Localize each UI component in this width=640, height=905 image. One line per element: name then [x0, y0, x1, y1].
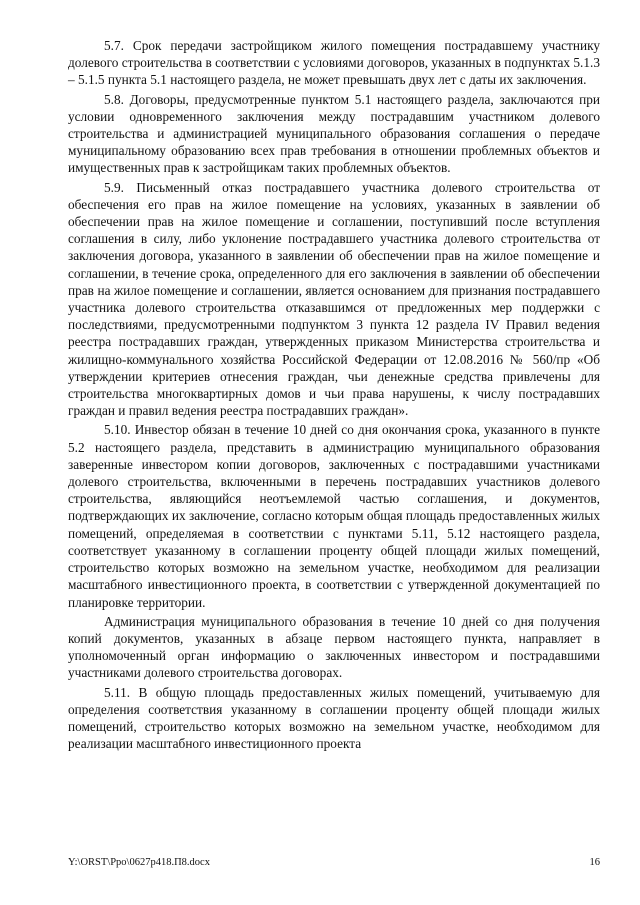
footer-file-path: Y:\ORST\Ppo\0627p418.П8.docx	[68, 857, 210, 868]
page-footer	[68, 857, 600, 868]
document-body	[68, 37, 600, 754]
paragraph-5-7: 5.7. Срок передачи застройщиком жилого помещения пострадавшему участнику долевого строительства в соответствии с условиями договоров, указанных в подпунктах 5.1.3 – 5.1.5 пункта 5.1 настоящего раздела, не может превышать двух лет с даты их заключения.	[68, 38, 600, 88]
paragraph-5-10: 5.10. Инвестор обязан в течение 10 дней со дня окончания срока, указанного в пункте 5.2 настоящего раздела, представить в администрацию муниципального образования заверенные инвестором копии договоров, заключенных с пострадавшими участниками долевого строительства, включенными в перечень пострадавших участников долевого строительства, являющийся неотъемлемой частью соглашения, и документов, подтверждающих их заключение, согласно которым общая площадь предоставленных жилых помещений, определяемая в соответствии с пунктами 5.11, 5.12 настоящего раздела, соответствует указанному в соглашении проценту общей площади жилых помещений, строительство которых возможно на земельном участке, необходимом для реализации масштабного инвестиционного проекта, в соответствии с утвержденной документацией по планировке территории.	[68, 422, 600, 610]
paragraph-5-9: 5.9. Письменный отказ пострадавшего участника долевого строительства от обеспечения его прав на жилое помещение на условиях, указанных в заявлении об обеспечении прав на жилое помещение и соглашении, поступивший после вступления соглашения в силу, либо уклонение пострадавшего участника долевого строительства от заключения договора, указанного в заявлении об обеспечении прав на жилое помещение и соглашении, в течение срока, определенного для его заключения в заявлении об обеспечении прав на жилое помещение и соглашении, является основанием для признания пострадавшего участника долевого строительства отказавшимся от предложенных мер поддержки с последствиями, предусмотренными подпунктом 3 пункта 12 раздела IV Правил ведения реестра пострадавших граждан, утвержденных приказом Министерства строительства и жилищно-коммунального хозяйства Российской Федерации от 12.08.2016 № 560/пр «Об утверждении критериев отнесения граждан, чьи денежные средства привлечены для строительства многоквартирных домов и чьи права нарушены, к числу пострадавших граждан и правил ведения реестра пострадавших граждан».	[68, 179, 600, 419]
paragraph-5-10-second: Администрация муниципального образования в течение 10 дней со дня получения копий документов, указанных в абзаце первом настоящего пункта, направляет в уполномоченный орган информацию о заключенных инвестором и пострадавшими участниками долевого строительства договорах.	[68, 613, 600, 681]
page-number: 16	[589, 857, 600, 868]
paragraph-5-8: 5.8. Договоры, предусмотренные пунктом 5.1 настоящего раздела, заключаются при условии одновременного заключения между пострадавшим участником долевого строительства и администрацией муниципального образования соглашения о передаче муниципальному образованию всех прав требования в отношении проблемных объектов и имущественных прав к застройщикам таких проблемных объектов.	[68, 91, 600, 176]
paragraph-5-11: 5.11. В общую площадь предоставленных жилых помещений, учитываемую для определения соответствия указанному в соглашении проценту общей площади жилых помещений, строительство которых возможно на земельном участке, необходимом для реализации масштабного инвестиционного проекта	[68, 684, 600, 752]
